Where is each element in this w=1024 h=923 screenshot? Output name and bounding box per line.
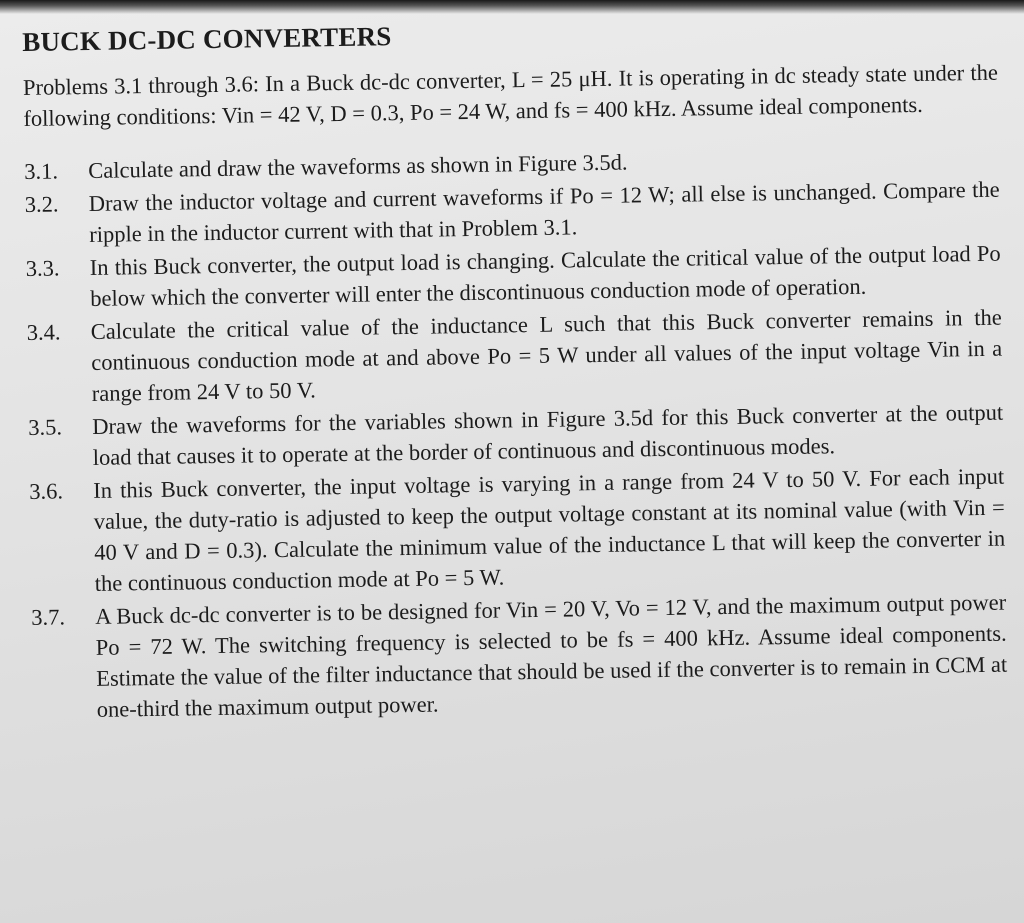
problem-text: Draw the inductor voltage and current waveforms if Po = 12 W; all else is unchanged. Compare the ripple in the inductor current with that in Problem 3.1. bbox=[88, 176, 1000, 247]
problem-number: 3.5. bbox=[28, 414, 63, 440]
problem-number: 3.7. bbox=[31, 604, 66, 630]
problem-text: Calculate and draw the waveforms as shown in Figure 3.5d. bbox=[88, 149, 628, 183]
problem-text: In this Buck converter, the input voltage is varying in a range from 24 V to 50 V. For each input value, the duty-ratio is adjusted to keep the output voltage constant at its nominal value (with Vin = 40 V and D = 0.3). Calculate the minimum value of the inductance L that will keep the converter in the continuous conduction mode at Po = 5 W. bbox=[93, 463, 1006, 596]
problem-list bbox=[24, 141, 1008, 726]
page-content bbox=[22, 11, 1008, 728]
problem-item bbox=[29, 461, 1006, 600]
problem-item bbox=[27, 302, 1003, 410]
problem-number: 3.3. bbox=[25, 255, 60, 281]
problem-number: 3.4. bbox=[26, 319, 61, 345]
problem-text: Calculate the critical value of the inductance L such that this Buck converter remains in the continuous conduction mode at and above Po = 5 W under all values of the input voltage Vin in a range from 24 V to 50 V. bbox=[90, 304, 1003, 406]
problem-number: 3.6. bbox=[29, 478, 64, 504]
problem-intro: Problems 3.1 through 3.6: In a Buck dc-dc converter, L = 25 μH. It is operating in dc steady state under the following conditions: Vin = 42 V, D = 0.3, Po = 24 W, and fs = 400 kHz. Assume ideal components. bbox=[22, 59, 999, 131]
section-heading: BUCK DC-DC CONVERTERS bbox=[22, 21, 392, 57]
problem-item bbox=[31, 587, 1008, 726]
problem-text: In this Buck converter, the output load is changing. Calculate the critical value of the output load Po below which the converter will enter the discontinuous conduction mode of operation. bbox=[89, 240, 1001, 311]
problem-number: 3.1. bbox=[24, 158, 59, 184]
problem-number: 3.2. bbox=[24, 191, 59, 217]
problem-text: Draw the waveforms for the variables shown in Figure 3.5d for this Buck converter at the output load that causes it to operate at the border of continuous and discontinuous modes. bbox=[92, 399, 1004, 470]
problem-text: A Buck dc-dc converter is to be designed for Vin = 20 V, Vo = 12 V, and the maximum output power Po = 72 W. The switching frequency is selected to be fs = 400 kHz. Assume ideal components. Estimate the value of the filter inductance that should be used if the converter is to remain in CCM at one-third the maximum output power. bbox=[95, 589, 1008, 722]
